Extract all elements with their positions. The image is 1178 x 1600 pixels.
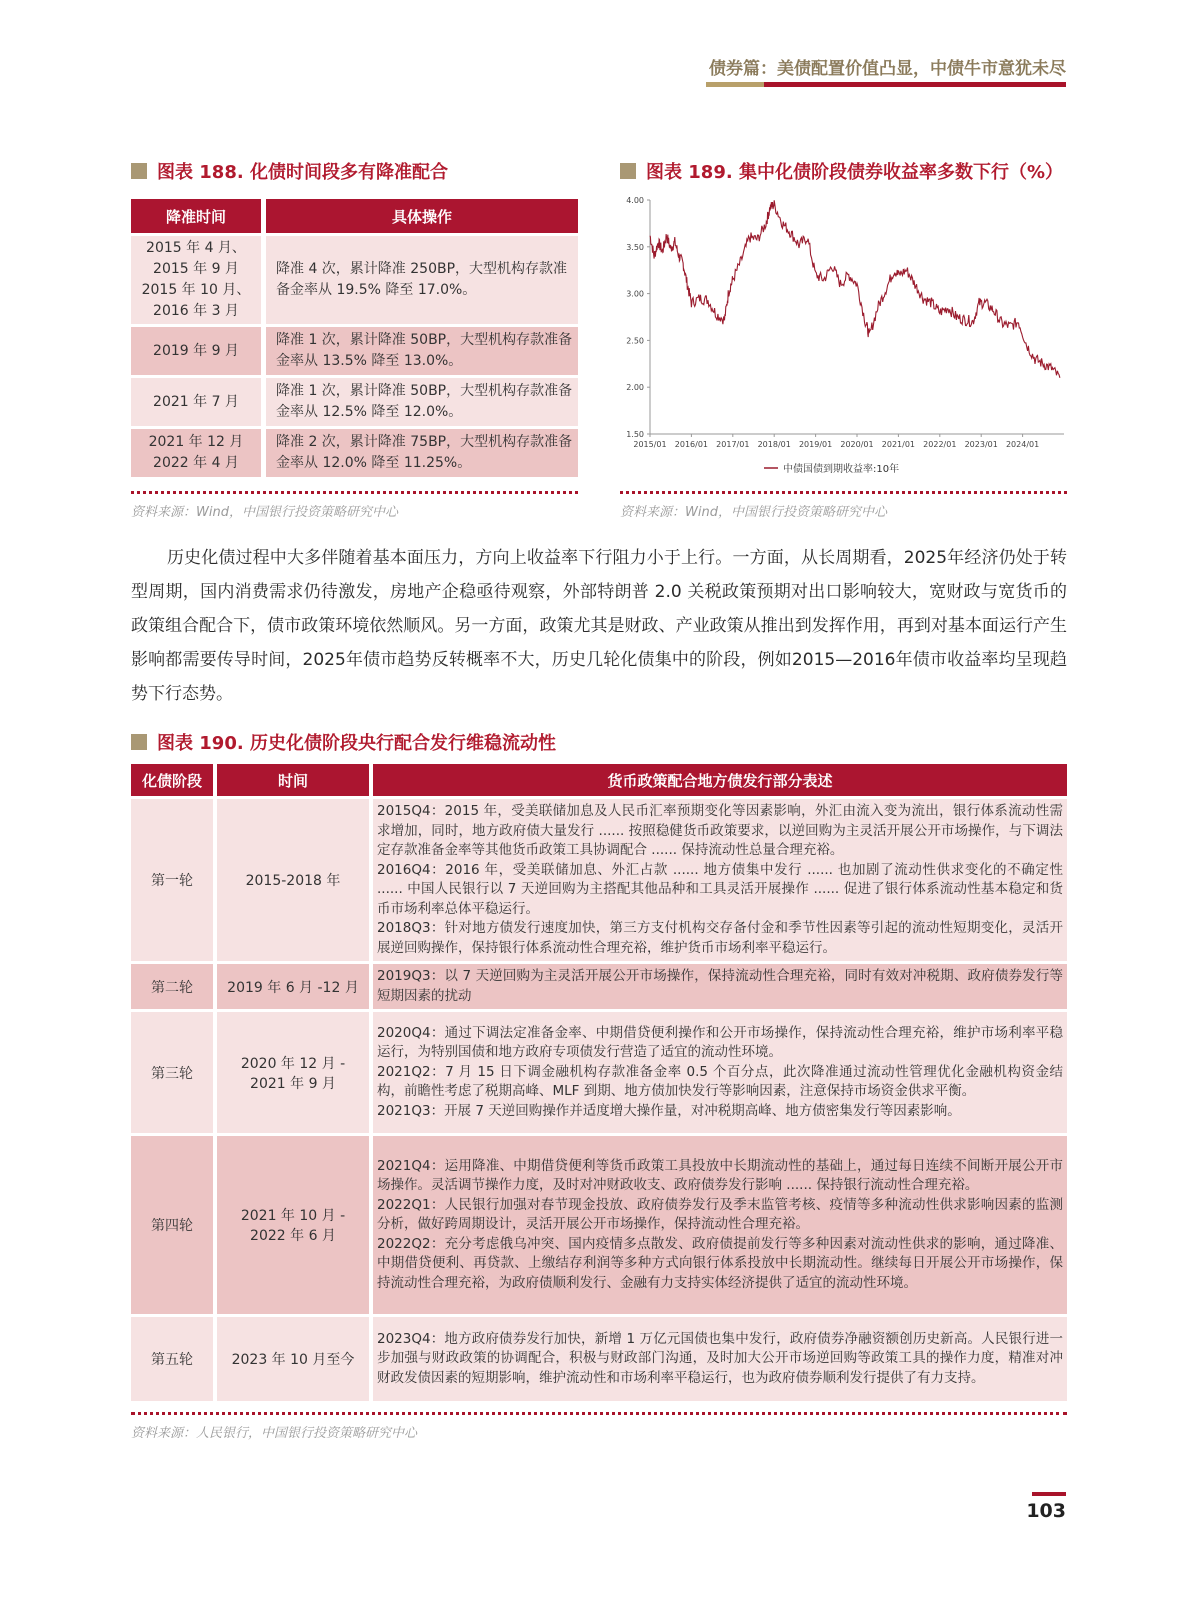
figure-188-source: 资料来源：Wind，中国银行投资策略研究中心 <box>131 505 398 520</box>
table-row <box>131 233 578 324</box>
page-number: 103 <box>1026 1500 1066 1522</box>
x-tick-label: 2019/01 <box>798 440 833 449</box>
header-accent-bar-gold <box>706 82 764 87</box>
running-header-title: 债券篇：美债配置价值凸显，中债牛市意犹未尽 <box>709 59 1066 79</box>
stage-cell: 第四轮 <box>131 1133 217 1314</box>
table-row <box>131 324 578 375</box>
stage-cell: 第五轮 <box>131 1314 217 1401</box>
y-tick-label: 2.50 <box>626 336 644 346</box>
figure-190-title-text: 图表 190. 历史化债阶段央行配合发行维稳流动性 <box>157 733 556 754</box>
chart-legend <box>764 462 899 475</box>
figure-189-title-text: 图表 189. 集中化债阶段债券收益率多数下行（%） <box>646 162 1063 183</box>
figure-188-title-text: 图表 188. 化债时间段多有降准配合 <box>157 162 448 183</box>
figure-190-source: 资料来源：人民银行，中国银行投资策略研究中心 <box>131 1426 418 1441</box>
stage-cell: 第一轮 <box>131 796 217 961</box>
x-tick-label: 2015/01 <box>633 440 667 449</box>
x-tick-label: 2018/01 <box>757 440 791 449</box>
page-number-accent-bar <box>1032 1492 1066 1496</box>
figure-189-title <box>620 158 1063 184</box>
operation-cell: 降准 1 次，累计降准 50BP，大型机构存款准备金率从 13.5% 降至 13.0%。 <box>266 324 578 375</box>
y-tick-label: 1.50 <box>626 430 644 439</box>
dotted-divider <box>131 491 578 494</box>
time-line: 2021 年 9 月 <box>250 1075 336 1092</box>
stage-cell: 第二轮 <box>131 961 217 1009</box>
statement-text: 2022Q2：充分考虑俄乌冲突、国内疫情多点散发、政府债提前发行等多种因素对流动性供求的影响，通过降准、中期借贷便利、再贷款、上缴结存利润等多种方式向银行体系投放中长期流动性。继续每日开展公开市场操作，保持流动性合理充裕，为政府债顺利发行、金融有力支持实体经济提供了适宜的流动性环境。 <box>377 1235 1063 1291</box>
title-square-icon <box>131 163 147 179</box>
x-tick-label: 2022/01 <box>923 440 957 449</box>
y-tick-label: 4.00 <box>626 196 644 205</box>
x-tick-label: 2017/01 <box>716 440 750 449</box>
table-row <box>131 426 578 477</box>
table-row <box>131 375 578 426</box>
time-line: 2015 年 4 月、 <box>146 240 246 256</box>
dotted-divider <box>131 1412 1067 1415</box>
figure-188-title <box>131 158 448 184</box>
time-line: 2020 年 12 月 - <box>240 1055 346 1072</box>
figure-188-table <box>131 199 578 477</box>
operation-cell: 降准 4 次，累计降准 250BP，大型机构存款准备金率从 19.5% 降至 17.0%。 <box>266 233 578 324</box>
time-line: 2015 年 10 月、 <box>141 282 251 298</box>
legend-label: 中债国债到期收益率:10年 <box>783 464 900 475</box>
header-accent-bar-red <box>764 82 1066 87</box>
time-line: 2022 年 4 月 <box>153 455 239 471</box>
body-paragraph: 历史化债过程中大多伴随着基本面压力，方向上收益率下行阻力小于上行。一方面，从长周期看，2025年经济仍处于转型周期，国内消费需求仍待激发，房地产企稳亟待观察，外部特朗普 2.0 关税政策预期对出口影响较大，宽财政与宽货币的政策组合配合下，债市政策环境依然顺风。另一方面，政策尤其是财政、产业政策从推出到发挥作用，再到对基本面运行产生影响都需要传导时间，2025年债市趋势反转概率不大，历史几轮化债集中的阶段，例如2015—2016年债市收益率均呈现趋势下行态势。 <box>131 548 1067 704</box>
figure-190-title <box>131 729 556 755</box>
table-row <box>131 1314 1067 1401</box>
statement-text: 2019Q3：以 7 天逆回购为主灵活开展公开市场操作，保持流动性合理充裕，同时有效对冲税期、政府债券发行等短期因素的扰动 <box>377 968 1063 1004</box>
statement-text: 2022Q1：人民银行加强对春节现金投放、政府债券发行及季末监管考核、疫情等多种流动性供求影响因素的监测分析，做好跨周期设计，灵活开展公开市场操作，保持流动性合理充裕。 <box>377 1196 1063 1233</box>
statement-text: 2018Q3：针对地方债发行速度加快，第三方支付机构交存备付金和季节性因素等引起的流动性短期变化，灵活开展逆回购操作，保持银行体系流动性合理充裕，维护货币市场利率平稳运行。 <box>377 920 1063 956</box>
statement-text: 2021Q2：7 月 15 日下调金融机构存款准备金率 0.5 个百分点，此次降准通过流动性管理优化金融机构资金结构，前瞻性考虑了税期高峰、MLF 到期、地方债加快发行等影响因素，注意保持市场资金供求平衡。 <box>377 1063 1063 1100</box>
time-line: 2016 年 3 月 <box>153 303 239 319</box>
statement-text: 2023Q4：地方政府债券发行加快，新增 1 万亿元国债也集中发行，政府债券净融资额创历史新高。人民银行进一步加强与财政政策的协调配合，积极与财政部门沟通，及时加大公开市场逆回购等政策工具的操作力度，精准对冲财政发债因素的短期影响，维护流动性和市场利率平稳运行，也为政府债券顺利发行提供了有力支持。 <box>377 1330 1063 1386</box>
figure-190-table <box>131 764 1067 1401</box>
statement-text: 2021Q4：运用降准、中期借贷便利等货币政策工具投放中长期流动性的基础上，通过每日连续不间断开展公开市场操作。灵活调节操作力度，及时对冲财政收支、政府债券发行影响 ...... 保持银行流动性合理充裕。 <box>377 1157 1063 1194</box>
figure-189-source: 资料来源：Wind，中国银行投资策略研究中心 <box>620 505 887 520</box>
time-line: 2019 年 9 月 <box>153 342 239 359</box>
col-header-operation: 具体操作 <box>266 199 578 233</box>
stage-cell: 第三轮 <box>131 1009 217 1133</box>
title-square-icon <box>131 734 147 750</box>
time-line: 2015-2018 年 <box>245 873 341 889</box>
x-tick-label: 2021/01 <box>881 440 916 449</box>
time-line: 2023 年 10 月至今 <box>231 1352 355 1368</box>
y-tick-label: 2.00 <box>626 383 644 393</box>
table-row <box>131 1009 1067 1133</box>
table-row <box>131 796 1067 961</box>
table-row <box>131 1133 1067 1314</box>
figure-189-line-chart <box>620 192 1068 484</box>
time-line: 2021 年 10 月 - <box>240 1208 346 1224</box>
time-line: 2021 年 7 月 <box>153 393 239 410</box>
y-tick-label: 3.00 <box>626 289 644 299</box>
statement-text: 2020Q4：通过下调法定准备金率、中期借贷便利操作和公开市场操作，保持流动性合理充裕，维护市场利率平稳运行，为特别国债和地方政府专项债发行营造了适宜的流动性环境。 <box>377 1024 1063 1061</box>
time-line: 2021 年 12 月 <box>148 434 244 450</box>
x-tick-label: 2020/01 <box>840 440 874 449</box>
time-line: 2019 年 6 月 -12 月 <box>227 979 359 996</box>
table-row <box>131 961 1067 1009</box>
x-tick-label: 2024/01 <box>1005 440 1040 449</box>
time-line: 2022 年 6 月 <box>250 1228 336 1244</box>
statement-text: 2021Q3：开展 7 天逆回购操作并适度增大操作量，对冲税期高峰、地方债密集发行等因素影响。 <box>377 1102 961 1119</box>
col-header-stage: 化债阶段 <box>131 764 217 796</box>
operation-cell: 降准 1 次，累计降准 50BP，大型机构存款准备金率从 12.5% 降至 12.0%。 <box>266 375 578 426</box>
x-tick-label: 2016/01 <box>674 440 709 449</box>
operation-cell: 降准 2 次，累计降准 75BP，大型机构存款准备金率从 12.0% 降至 11.25%。 <box>266 426 578 477</box>
time-line: 2015 年 9 月 <box>153 261 239 277</box>
x-tick-label: 2023/01 <box>964 440 998 449</box>
title-square-icon <box>620 163 636 179</box>
col-header-time: 降准时间 <box>131 199 266 233</box>
statement-text: 2015Q4：2015 年，受美联储加息及人民币汇率预期变化等因素影响，外汇由流入变为流出，银行体系流动性需求增加，同时，地方政府债大量发行 ...... 按照稳健货币政策要求，以逆回购为主灵活开展公开市场操作，与下调法定存款准备金率等其他货币政策工具协调配合 ...... 保持流动性总量合理充裕。 <box>377 803 1063 858</box>
y-tick-label: 3.50 <box>626 242 644 252</box>
col-header-time: 时间 <box>217 764 373 796</box>
chart-series-line <box>650 200 1060 377</box>
dotted-divider <box>620 491 1067 494</box>
statement-text: 2016Q4：2016 年，受美联储加息、外汇占款 ...... 地方债集中发行 ...... 也加剧了流动性供求变化的不确定性 ...... 中国人民银行以 7 天逆回购为主搭配其他品种和工具灵活开展操作 ...... 促进了银行体系流动性基本稳定和货币市场利率总体平稳运行。 <box>377 861 1063 917</box>
col-header-statement: 货币政策配合地方债发行部分表述 <box>373 764 1067 796</box>
